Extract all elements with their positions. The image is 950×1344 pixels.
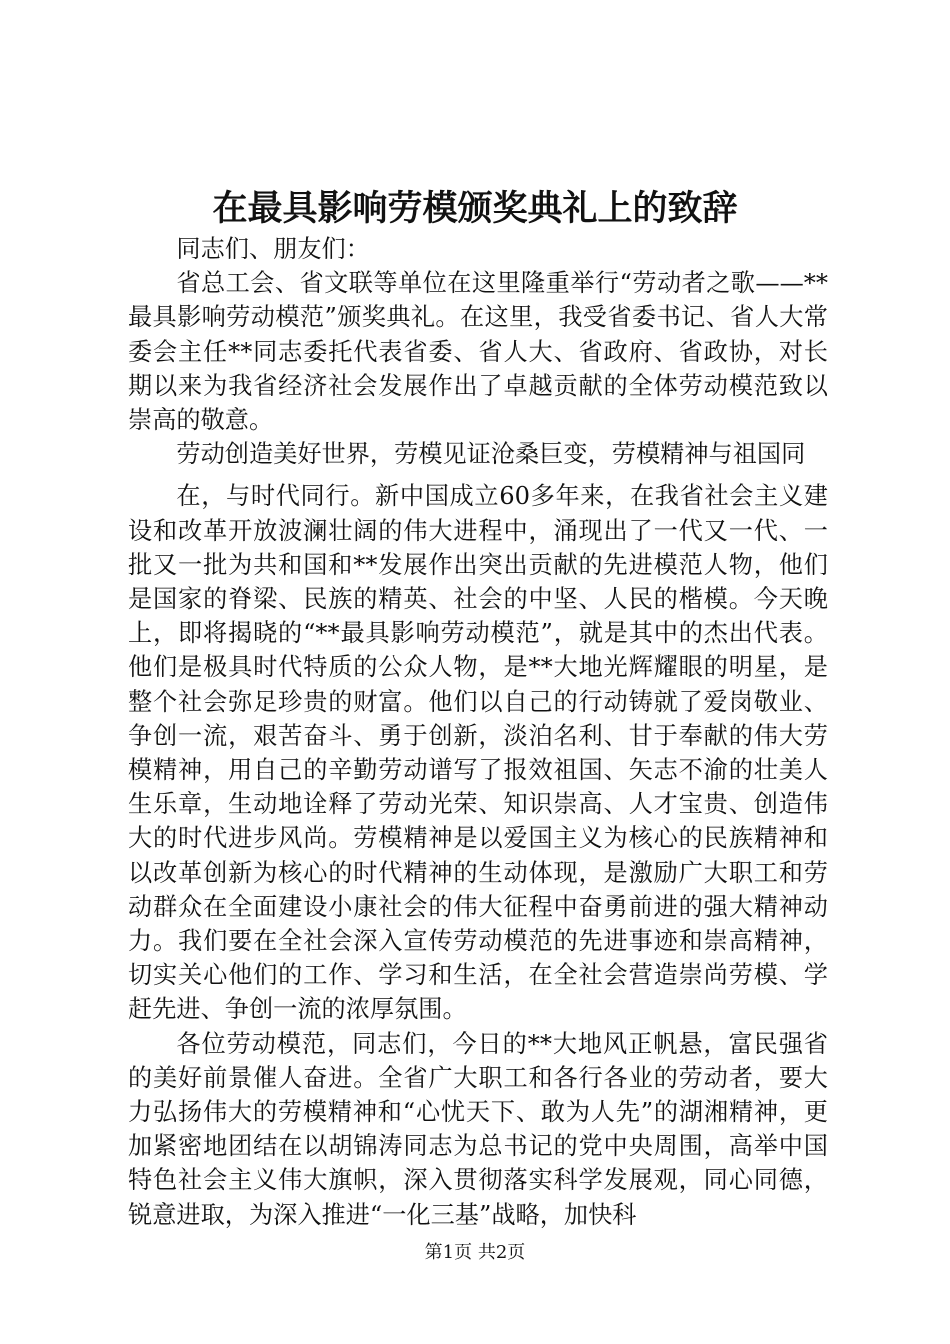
body-paragraph: 各位劳动模范，同志们，今日的**大地风正帆悬，富民强省的美好前景催人奋进。全省广大职工和各行各业的劳动者，要大力弘扬伟大的劳模精神和“心忧天下、敢为人先”的湖湘精神，更加紧密地团结在以胡锦涛同志为总书记的党中央周围，高举中国特色社会主义伟大旗帜，深入贯彻落实科学发展观，同心同德，锐意进取，为深入推进“一化三基”战略，加快科 — [128, 1029, 828, 1229]
body-paragraph: 在，与时代同行。新中国成立60多年来，在我省社会主义建设和改革开放波澜壮阔的伟大进程中，涌现出了一代又一代、一批又一批为共和国和**发展作出突出贡献的先进模范人物，他们是国家的脊梁、民族的精英、社会的中坚、人民的楷模。今天晚上，即将揭晓的“**最具影响劳动模范”，就是其中的杰出代表。他们是极具时代特质的公众人物，是**大地光辉耀眼的明星，是整个社会弥足珍贵的财富。他们以自己的行动铸就了爱岗敬业、争创一流，艰苦奋斗、勇于创新，淡泊名利、甘于奉献的伟大劳模精神，用自己的辛勤劳动谱写了报效祖国、矢志不渝的壮美人生乐章，生动地诠释了劳动光荣、知识崇高、人才宝贵、创造伟大的时代进步风尚。劳模精神是以爱国主义为核心的民族精神和以改革创新为核心的时代精神的生动体现，是激励广大职工和劳动群众在全面建设小康社会的伟大征程中奋勇前进的强大精神动力。我们要在全社会深入宣传劳动模范的先进事迹和崇高精神，切实关心他们的工作、学习和生活，在全社会营造崇尚劳模、学赶先进、争创一流的浓厚氛围。 — [128, 482, 828, 1024]
salutation-paragraph: 同志们、朋友们： — [176, 235, 370, 263]
page-footer: 第1页 共2页 — [424, 1242, 526, 1263]
body-paragraph: 省总工会、省文联等单位在这里隆重举行“劳动者之歌——**最具影响劳动模范”颁奖典礼。在这里，我受省委书记、省人大常委会主任**同志委托代表省委、省人大、省政府、省政协，对长期以来为我省经济社会发展作出了卓越贡献的全体劳动模范致以崇高的敬意。 — [128, 269, 828, 435]
document-body — [128, 232, 828, 1232]
page-title: 在最具影响劳模颁奖典礼上的致辞 — [212, 188, 738, 229]
body-paragraph: 劳动创造美好世界，劳模见证沧桑巨变，劳模精神与祖国同 — [176, 440, 806, 469]
